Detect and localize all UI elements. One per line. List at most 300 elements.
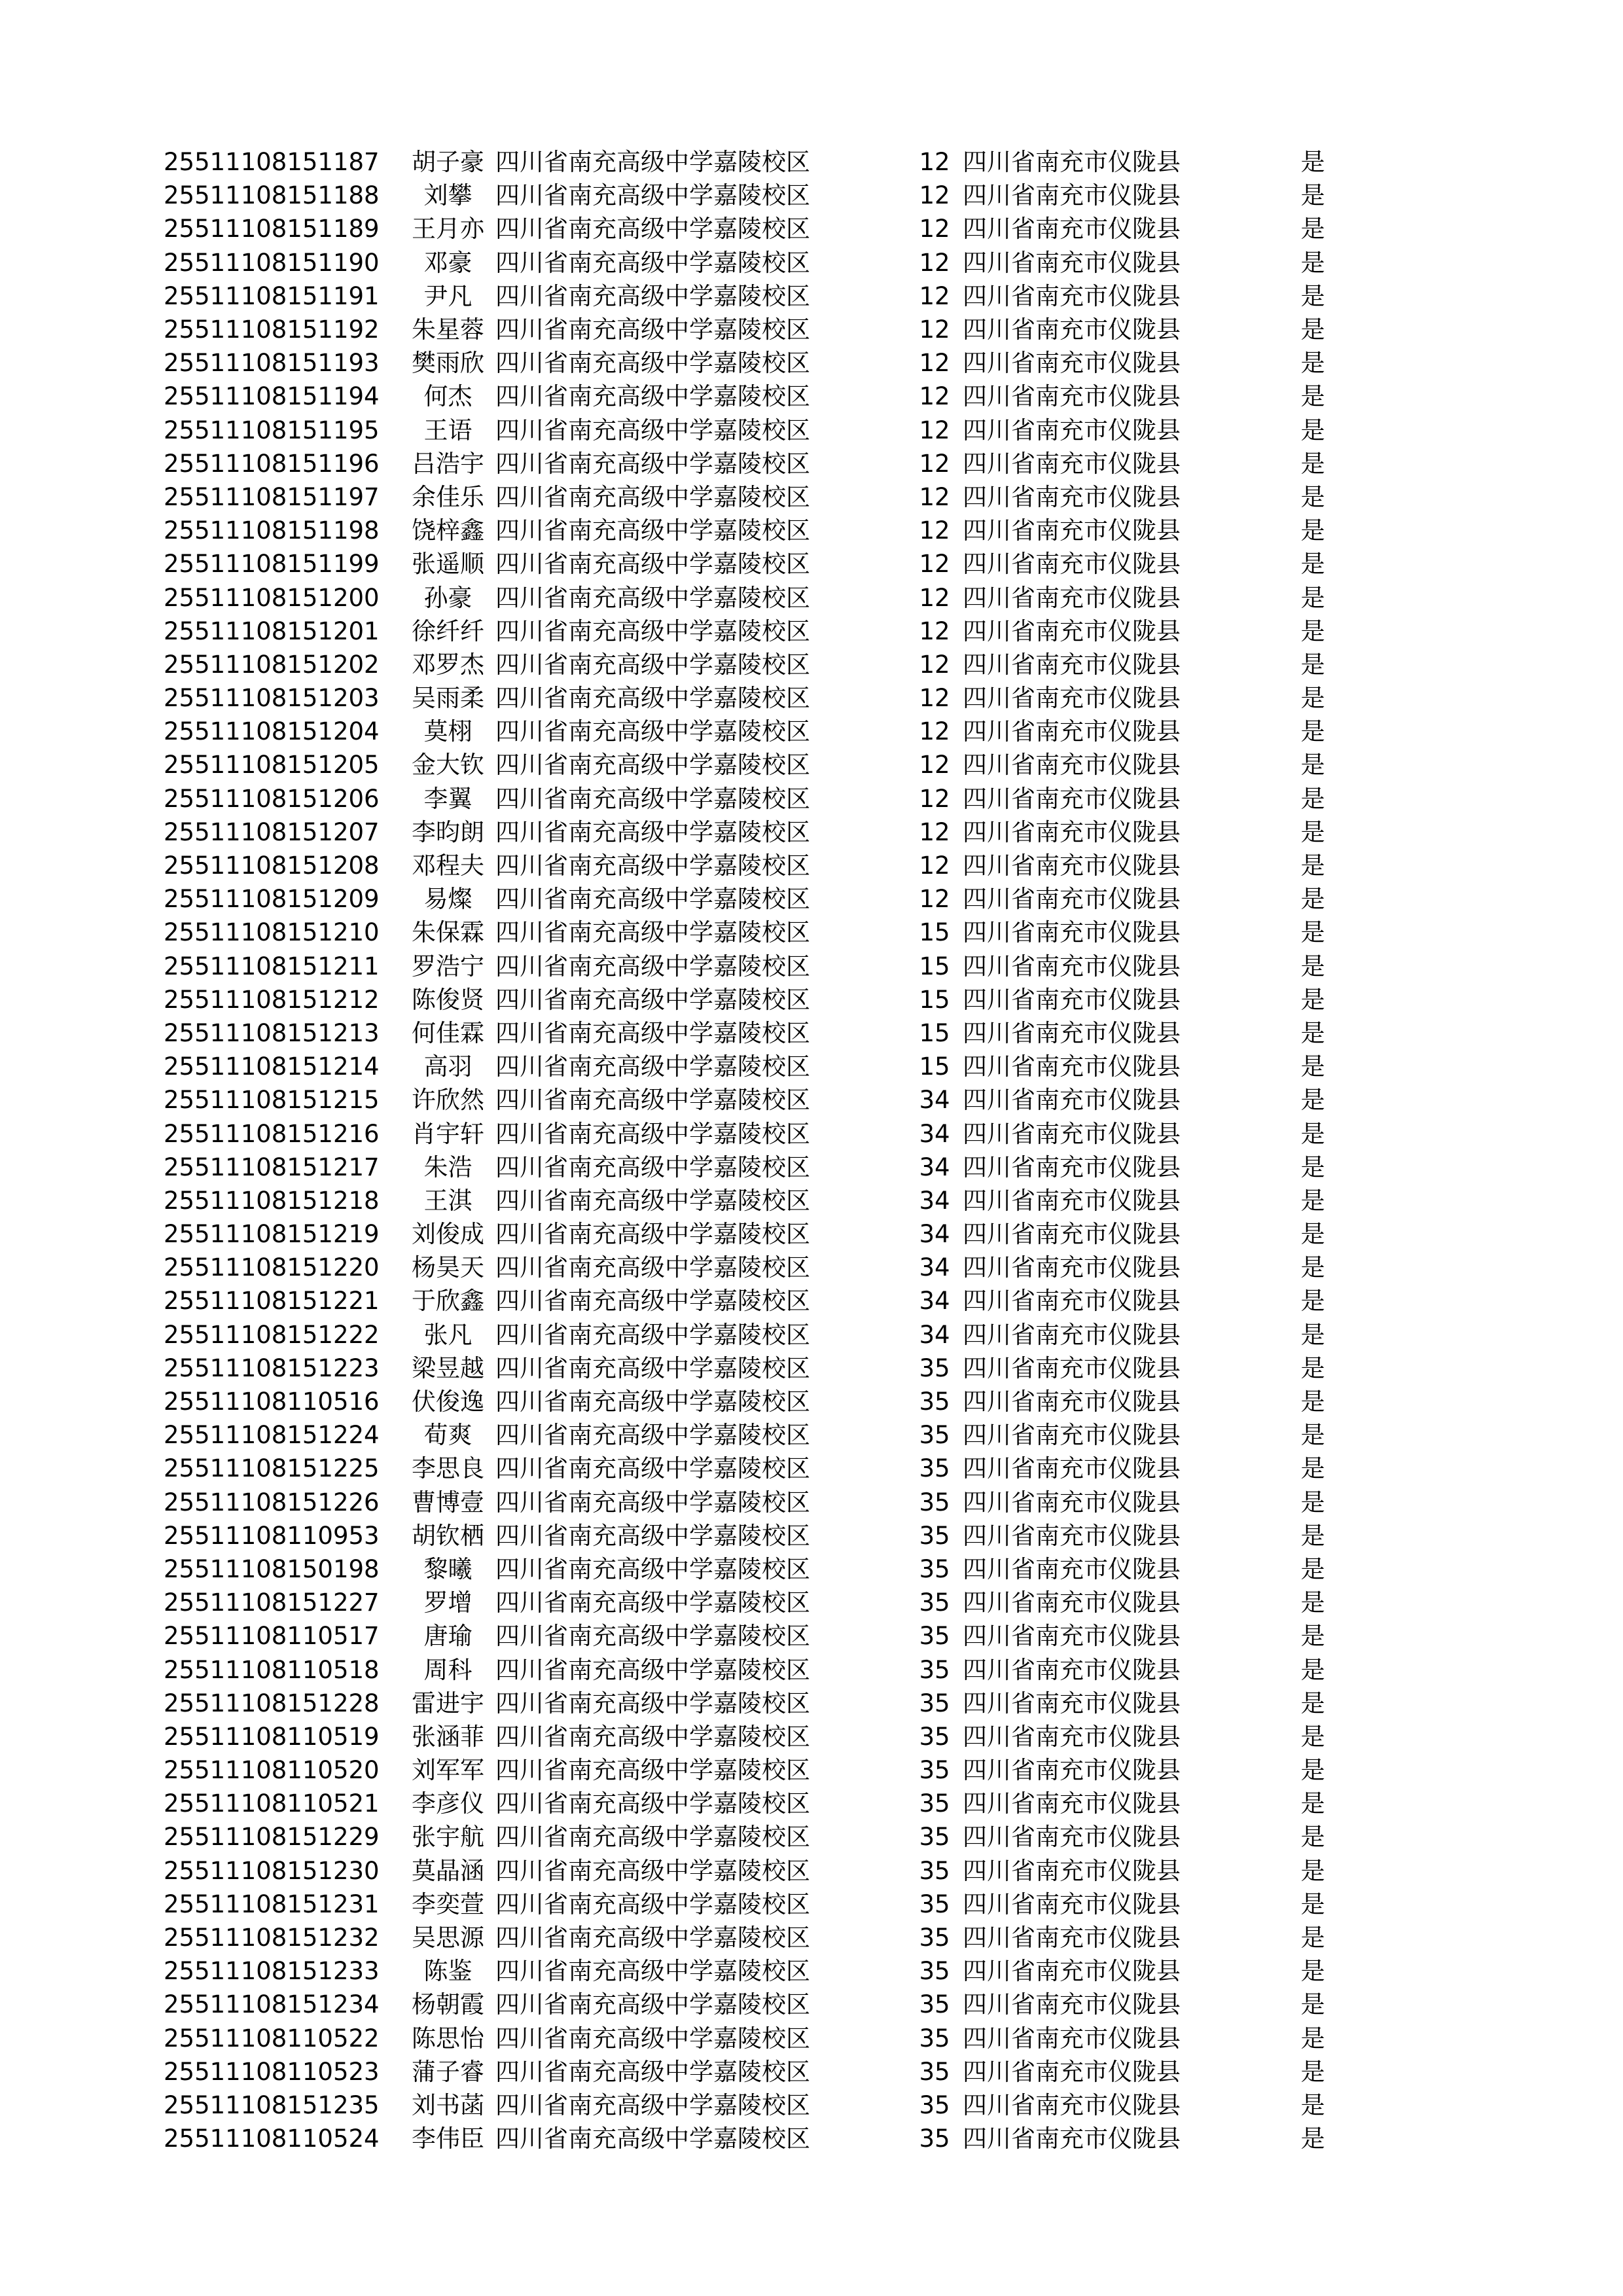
region-cell: 四川省南充市仪陇县 xyxy=(963,2125,1181,2153)
class-cell: 35 xyxy=(919,1924,950,1952)
student-id-cell: 25511108110518 xyxy=(164,1655,380,1684)
roster-table xyxy=(164,145,1332,2155)
school-cell: 四川省南充高级中学嘉陵校区 xyxy=(495,583,810,612)
student-id-cell: 25511108151189 xyxy=(164,215,380,243)
table-row xyxy=(164,1854,1332,1888)
table-row xyxy=(164,1050,1332,1083)
student-id-cell: 25511108110516 xyxy=(164,1388,380,1416)
school-cell: 四川省南充高级中学嘉陵校区 xyxy=(495,751,810,780)
student-id-cell: 25511108110519 xyxy=(164,1722,380,1751)
student-id-cell: 25511108151235 xyxy=(164,2090,380,2119)
flag-cell: 是 xyxy=(1300,617,1325,645)
student-id-cell: 25511108110520 xyxy=(164,1756,380,1785)
student-name-cell: 何佳霖 xyxy=(412,1018,484,1047)
flag-cell: 是 xyxy=(1300,1086,1325,1115)
flag-cell: 是 xyxy=(1300,1488,1325,1516)
student-id-cell: 25511108110521 xyxy=(164,1789,380,1818)
school-cell: 四川省南充高级中学嘉陵校区 xyxy=(495,1823,810,1852)
class-cell: 15 xyxy=(919,1018,950,1047)
student-id-cell: 25511108151220 xyxy=(164,1253,380,1282)
flag-cell: 是 xyxy=(1300,248,1325,277)
flag-cell: 是 xyxy=(1300,215,1325,243)
student-name-cell: 李伟臣 xyxy=(412,2125,484,2153)
school-cell: 四川省南充高级中学嘉陵校区 xyxy=(495,1320,810,1349)
table-row xyxy=(164,1385,1332,1418)
region-cell: 四川省南充市仪陇县 xyxy=(963,215,1181,243)
school-cell: 四川省南充高级中学嘉陵校区 xyxy=(495,885,810,914)
student-name-cell: 陈俊贤 xyxy=(412,985,484,1014)
flag-cell: 是 xyxy=(1300,650,1325,679)
school-cell: 四川省南充高级中学嘉陵校区 xyxy=(495,1388,810,1416)
class-cell: 34 xyxy=(919,1320,950,1349)
table-row xyxy=(164,681,1332,715)
region-cell: 四川省南充市仪陇县 xyxy=(963,449,1181,478)
student-id-cell: 25511108151205 xyxy=(164,751,380,780)
student-id-cell: 25511108151211 xyxy=(164,952,380,980)
flag-cell: 是 xyxy=(1300,1722,1325,1751)
table-row xyxy=(164,145,1332,179)
class-cell: 12 xyxy=(919,684,950,713)
flag-cell: 是 xyxy=(1300,1320,1325,1349)
student-name-cell: 张宇航 xyxy=(412,1823,484,1852)
region-cell: 四川省南充市仪陇县 xyxy=(963,148,1181,177)
region-cell: 四川省南充市仪陇县 xyxy=(963,985,1181,1014)
student-name-cell: 邓程夫 xyxy=(412,852,484,880)
student-name-cell: 莫晶涵 xyxy=(412,1856,484,1885)
flag-cell: 是 xyxy=(1300,349,1325,378)
region-cell: 四川省南充市仪陇县 xyxy=(963,349,1181,378)
region-cell: 四川省南充市仪陇县 xyxy=(963,784,1181,813)
region-cell: 四川省南充市仪陇县 xyxy=(963,684,1181,713)
student-id-cell: 25511108151213 xyxy=(164,1018,380,1047)
student-name-cell: 朱浩 xyxy=(423,1153,473,1181)
region-cell: 四川省南充市仪陇县 xyxy=(963,1388,1181,1416)
region-cell: 四川省南充市仪陇县 xyxy=(963,1153,1181,1181)
region-cell: 四川省南充市仪陇县 xyxy=(963,550,1181,579)
student-id-cell: 25511108151202 xyxy=(164,650,380,679)
table-row xyxy=(164,1184,1332,1217)
class-cell: 12 xyxy=(919,148,950,177)
flag-cell: 是 xyxy=(1300,784,1325,813)
region-cell: 四川省南充市仪陇县 xyxy=(963,1186,1181,1215)
student-name-cell: 罗浩宁 xyxy=(412,952,484,980)
region-cell: 四川省南充市仪陇县 xyxy=(963,817,1181,846)
school-cell: 四川省南充高级中学嘉陵校区 xyxy=(495,1186,810,1215)
student-id-cell: 25511108150198 xyxy=(164,1554,380,1583)
school-cell: 四川省南充高级中学嘉陵校区 xyxy=(495,449,810,478)
region-cell: 四川省南充市仪陇县 xyxy=(963,181,1181,210)
table-row xyxy=(164,1787,1332,1820)
table-row xyxy=(164,1753,1332,1787)
class-cell: 12 xyxy=(919,181,950,210)
student-name-cell: 雷进宇 xyxy=(412,1689,484,1717)
student-id-cell: 25511108151216 xyxy=(164,1119,380,1148)
region-cell: 四川省南充市仪陇县 xyxy=(963,248,1181,277)
student-name-cell: 刘俊成 xyxy=(412,1220,484,1249)
school-cell: 四川省南充高级中学嘉陵校区 xyxy=(495,382,810,411)
school-cell: 四川省南充高级中学嘉陵校区 xyxy=(495,952,810,980)
flag-cell: 是 xyxy=(1300,1153,1325,1181)
region-cell: 四川省南充市仪陇县 xyxy=(963,1756,1181,1785)
flag-cell: 是 xyxy=(1300,1119,1325,1148)
school-cell: 四川省南充高级中学嘉陵校区 xyxy=(495,1119,810,1148)
student-id-cell: 25511108151232 xyxy=(164,1924,380,1952)
class-cell: 12 xyxy=(919,885,950,914)
class-cell: 34 xyxy=(919,1153,950,1181)
school-cell: 四川省南充高级中学嘉陵校区 xyxy=(495,1521,810,1550)
class-cell: 34 xyxy=(919,1186,950,1215)
school-cell: 四川省南充高级中学嘉陵校区 xyxy=(495,1421,810,1450)
table-row xyxy=(164,2089,1332,2122)
flag-cell: 是 xyxy=(1300,1789,1325,1818)
flag-cell: 是 xyxy=(1300,1622,1325,1651)
flag-cell: 是 xyxy=(1300,1924,1325,1952)
table-row xyxy=(164,380,1332,413)
school-cell: 四川省南充高级中学嘉陵校区 xyxy=(495,550,810,579)
class-cell: 15 xyxy=(919,985,950,1014)
school-cell: 四川省南充高级中学嘉陵校区 xyxy=(495,1789,810,1818)
student-id-cell: 25511108151225 xyxy=(164,1454,380,1483)
student-id-cell: 25511108151196 xyxy=(164,449,380,478)
student-id-cell: 25511108151233 xyxy=(164,1957,380,1986)
student-name-cell: 胡子豪 xyxy=(412,148,484,177)
flag-cell: 是 xyxy=(1300,817,1325,846)
table-row xyxy=(164,1720,1332,1753)
school-cell: 四川省南充高级中学嘉陵校区 xyxy=(495,1655,810,1684)
flag-cell: 是 xyxy=(1300,1554,1325,1583)
flag-cell: 是 xyxy=(1300,482,1325,511)
flag-cell: 是 xyxy=(1300,1052,1325,1081)
class-cell: 12 xyxy=(919,817,950,846)
class-cell: 35 xyxy=(919,1588,950,1617)
student-name-cell: 伏俊逸 xyxy=(412,1388,484,1416)
school-cell: 四川省南充高级中学嘉陵校区 xyxy=(495,315,810,344)
class-cell: 15 xyxy=(919,952,950,980)
student-name-cell: 李奕萱 xyxy=(412,1890,484,1918)
student-name-cell: 吴思源 xyxy=(412,1924,484,1952)
region-cell: 四川省南充市仪陇县 xyxy=(963,617,1181,645)
school-cell: 四川省南充高级中学嘉陵校区 xyxy=(495,416,810,444)
flag-cell: 是 xyxy=(1300,1388,1325,1416)
table-row xyxy=(164,279,1332,313)
student-id-cell: 25511108151191 xyxy=(164,281,380,310)
student-id-cell: 25511108151218 xyxy=(164,1186,380,1215)
student-name-cell: 饶梓鑫 xyxy=(412,516,484,545)
school-cell: 四川省南充高级中学嘉陵校区 xyxy=(495,482,810,511)
region-cell: 四川省南充市仪陇县 xyxy=(963,1454,1181,1483)
table-row xyxy=(164,1988,1332,2021)
table-row xyxy=(164,816,1332,849)
student-id-cell: 25511108151204 xyxy=(164,717,380,746)
school-cell: 四川省南充高级中学嘉陵校区 xyxy=(495,684,810,713)
class-cell: 12 xyxy=(919,349,950,378)
student-id-cell: 25511108151197 xyxy=(164,482,380,511)
region-cell: 四川省南充市仪陇县 xyxy=(963,482,1181,511)
student-name-cell: 唐瑜 xyxy=(423,1622,473,1651)
school-cell: 四川省南充高级中学嘉陵校区 xyxy=(495,2125,810,2153)
region-cell: 四川省南充市仪陇县 xyxy=(963,1421,1181,1450)
region-cell: 四川省南充市仪陇县 xyxy=(963,1622,1181,1651)
table-row xyxy=(164,715,1332,748)
region-cell: 四川省南充市仪陇县 xyxy=(963,1320,1181,1349)
region-cell: 四川省南充市仪陇县 xyxy=(963,1554,1181,1583)
flag-cell: 是 xyxy=(1300,315,1325,344)
region-cell: 四川省南充市仪陇县 xyxy=(963,1521,1181,1550)
student-id-cell: 25511108110522 xyxy=(164,2024,380,2053)
class-cell: 12 xyxy=(919,550,950,579)
student-id-cell: 25511108151234 xyxy=(164,1990,380,2019)
flag-cell: 是 xyxy=(1300,1421,1325,1450)
school-cell: 四川省南充高级中学嘉陵校区 xyxy=(495,1957,810,1986)
student-id-cell: 25511108151209 xyxy=(164,885,380,914)
region-cell: 四川省南充市仪陇县 xyxy=(963,1655,1181,1684)
flag-cell: 是 xyxy=(1300,751,1325,780)
flag-cell: 是 xyxy=(1300,1220,1325,1249)
class-cell: 35 xyxy=(919,1554,950,1583)
region-cell: 四川省南充市仪陇县 xyxy=(963,1018,1181,1047)
region-cell: 四川省南充市仪陇县 xyxy=(963,1119,1181,1148)
flag-cell: 是 xyxy=(1300,1287,1325,1316)
table-row xyxy=(164,950,1332,983)
school-cell: 四川省南充高级中学嘉陵校区 xyxy=(495,1488,810,1516)
student-name-cell: 刘攀 xyxy=(423,181,473,210)
student-name-cell: 杨朝霞 xyxy=(412,1990,484,2019)
student-name-cell: 徐纤纤 xyxy=(412,617,484,645)
class-cell: 12 xyxy=(919,416,950,444)
class-cell: 12 xyxy=(919,784,950,813)
school-cell: 四川省南充高级中学嘉陵校区 xyxy=(495,1588,810,1617)
student-id-cell: 25511108151210 xyxy=(164,918,380,947)
table-row xyxy=(164,346,1332,380)
class-cell: 35 xyxy=(919,1421,950,1450)
table-row xyxy=(164,1519,1332,1552)
class-cell: 12 xyxy=(919,382,950,411)
region-cell: 四川省南充市仪陇县 xyxy=(963,1354,1181,1382)
student-name-cell: 李翼 xyxy=(423,784,473,813)
region-cell: 四川省南充市仪陇县 xyxy=(963,1823,1181,1852)
class-cell: 35 xyxy=(919,1689,950,1717)
flag-cell: 是 xyxy=(1300,1990,1325,2019)
flag-cell: 是 xyxy=(1300,1823,1325,1852)
class-cell: 12 xyxy=(919,215,950,243)
student-name-cell: 黎曦 xyxy=(423,1554,473,1583)
flag-cell: 是 xyxy=(1300,1354,1325,1382)
student-name-cell: 尹凡 xyxy=(423,281,473,310)
flag-cell: 是 xyxy=(1300,2024,1325,2053)
region-cell: 四川省南充市仪陇县 xyxy=(963,1924,1181,1952)
table-row xyxy=(164,782,1332,816)
region-cell: 四川省南充市仪陇县 xyxy=(963,281,1181,310)
school-cell: 四川省南充高级中学嘉陵校区 xyxy=(495,1354,810,1382)
region-cell: 四川省南充市仪陇县 xyxy=(963,717,1181,746)
class-cell: 34 xyxy=(919,1253,950,1282)
school-cell: 四川省南充高级中学嘉陵校区 xyxy=(495,1153,810,1181)
region-cell: 四川省南充市仪陇县 xyxy=(963,1488,1181,1516)
student-name-cell: 邓豪 xyxy=(423,248,473,277)
student-id-cell: 25511108151215 xyxy=(164,1086,380,1115)
student-name-cell: 莫栩 xyxy=(423,717,473,746)
student-id-cell: 25511108151198 xyxy=(164,516,380,545)
student-id-cell: 25511108151193 xyxy=(164,349,380,378)
region-cell: 四川省南充市仪陇县 xyxy=(963,315,1181,344)
school-cell: 四川省南充高级中学嘉陵校区 xyxy=(495,2090,810,2119)
table-row xyxy=(164,1016,1332,1050)
student-name-cell: 李昀朗 xyxy=(412,817,484,846)
flag-cell: 是 xyxy=(1300,148,1325,177)
region-cell: 四川省南充市仪陇县 xyxy=(963,885,1181,914)
student-id-cell: 25511108151207 xyxy=(164,817,380,846)
student-id-cell: 25511108151188 xyxy=(164,181,380,210)
region-cell: 四川省南充市仪陇县 xyxy=(963,382,1181,411)
school-cell: 四川省南充高级中学嘉陵校区 xyxy=(495,2057,810,2086)
table-row xyxy=(164,581,1332,614)
student-id-cell: 25511108151229 xyxy=(164,1823,380,1852)
flag-cell: 是 xyxy=(1300,852,1325,880)
student-id-cell: 25511108151226 xyxy=(164,1488,380,1516)
table-row xyxy=(164,1117,1332,1150)
student-id-cell: 25511108151190 xyxy=(164,248,380,277)
region-cell: 四川省南充市仪陇县 xyxy=(963,1588,1181,1617)
table-row xyxy=(164,514,1332,547)
class-cell: 35 xyxy=(919,2024,950,2053)
class-cell: 15 xyxy=(919,1052,950,1081)
table-row xyxy=(164,1318,1332,1352)
student-name-cell: 陈思怡 xyxy=(412,2024,484,2053)
class-cell: 34 xyxy=(919,1086,950,1115)
student-id-cell: 25511108151231 xyxy=(164,1890,380,1918)
school-cell: 四川省南充高级中学嘉陵校区 xyxy=(495,349,810,378)
flag-cell: 是 xyxy=(1300,550,1325,579)
class-cell: 15 xyxy=(919,918,950,947)
school-cell: 四川省南充高级中学嘉陵校区 xyxy=(495,1018,810,1047)
school-cell: 四川省南充高级中学嘉陵校区 xyxy=(495,985,810,1014)
student-id-cell: 25511108151214 xyxy=(164,1052,380,1081)
class-cell: 35 xyxy=(919,1856,950,1885)
flag-cell: 是 xyxy=(1300,449,1325,478)
class-cell: 35 xyxy=(919,1488,950,1516)
student-name-cell: 张涵菲 xyxy=(412,1722,484,1751)
flag-cell: 是 xyxy=(1300,2125,1325,2153)
school-cell: 四川省南充高级中学嘉陵校区 xyxy=(495,215,810,243)
class-cell: 12 xyxy=(919,248,950,277)
school-cell: 四川省南充高级中学嘉陵校区 xyxy=(495,181,810,210)
table-row xyxy=(164,1820,1332,1854)
flag-cell: 是 xyxy=(1300,1890,1325,1918)
table-row xyxy=(164,1251,1332,1284)
class-cell: 35 xyxy=(919,1354,950,1382)
table-row xyxy=(164,1586,1332,1619)
flag-cell: 是 xyxy=(1300,885,1325,914)
school-cell: 四川省南充高级中学嘉陵校区 xyxy=(495,1052,810,1081)
student-name-cell: 罗增 xyxy=(423,1588,473,1617)
flag-cell: 是 xyxy=(1300,1689,1325,1717)
region-cell: 四川省南充市仪陇县 xyxy=(963,918,1181,947)
student-name-cell: 王淇 xyxy=(423,1186,473,1215)
region-cell: 四川省南充市仪陇县 xyxy=(963,1890,1181,1918)
class-cell: 35 xyxy=(919,1622,950,1651)
region-cell: 四川省南充市仪陇县 xyxy=(963,1722,1181,1751)
school-cell: 四川省南充高级中学嘉陵校区 xyxy=(495,817,810,846)
school-cell: 四川省南充高级中学嘉陵校区 xyxy=(495,1990,810,2019)
school-cell: 四川省南充高级中学嘉陵校区 xyxy=(495,1689,810,1717)
table-row xyxy=(164,983,1332,1016)
table-row xyxy=(164,1217,1332,1251)
table-row xyxy=(164,1687,1332,1720)
flag-cell: 是 xyxy=(1300,1521,1325,1550)
school-cell: 四川省南充高级中学嘉陵校区 xyxy=(495,516,810,545)
school-cell: 四川省南充高级中学嘉陵校区 xyxy=(495,1554,810,1583)
student-id-cell: 25511108151227 xyxy=(164,1588,380,1617)
class-cell: 34 xyxy=(919,1119,950,1148)
region-cell: 四川省南充市仪陇县 xyxy=(963,583,1181,612)
table-row xyxy=(164,882,1332,916)
table-row xyxy=(164,480,1332,514)
table-row xyxy=(164,2122,1332,2155)
school-cell: 四川省南充高级中学嘉陵校区 xyxy=(495,717,810,746)
student-name-cell: 曹博壹 xyxy=(412,1488,484,1516)
region-cell: 四川省南充市仪陇县 xyxy=(963,2024,1181,2053)
flag-cell: 是 xyxy=(1300,2090,1325,2119)
student-id-cell: 25511108151201 xyxy=(164,617,380,645)
region-cell: 四川省南充市仪陇县 xyxy=(963,1990,1181,2019)
region-cell: 四川省南充市仪陇县 xyxy=(963,852,1181,880)
student-id-cell: 25511108151222 xyxy=(164,1320,380,1349)
student-id-cell: 25511108151212 xyxy=(164,985,380,1014)
school-cell: 四川省南充高级中学嘉陵校区 xyxy=(495,617,810,645)
student-name-cell: 邓罗杰 xyxy=(412,650,484,679)
school-cell: 四川省南充高级中学嘉陵校区 xyxy=(495,1454,810,1483)
school-cell: 四川省南充高级中学嘉陵校区 xyxy=(495,1622,810,1651)
student-name-cell: 李彦仪 xyxy=(412,1789,484,1818)
student-name-cell: 荀爽 xyxy=(423,1421,473,1450)
school-cell: 四川省南充高级中学嘉陵校区 xyxy=(495,2024,810,2053)
student-id-cell: 25511108151217 xyxy=(164,1153,380,1181)
class-cell: 35 xyxy=(919,1823,950,1852)
student-name-cell: 朱保霖 xyxy=(412,918,484,947)
table-row xyxy=(164,1619,1332,1653)
flag-cell: 是 xyxy=(1300,1957,1325,1986)
student-name-cell: 胡钦栖 xyxy=(412,1521,484,1550)
roster-table-body xyxy=(164,145,1332,2155)
student-id-cell: 25511108110524 xyxy=(164,2125,380,2153)
class-cell: 35 xyxy=(919,1388,950,1416)
student-name-cell: 吕浩宇 xyxy=(412,449,484,478)
student-id-cell: 25511108151203 xyxy=(164,684,380,713)
school-cell: 四川省南充高级中学嘉陵校区 xyxy=(495,1756,810,1785)
student-name-cell: 蒲子睿 xyxy=(412,2057,484,2086)
flag-cell: 是 xyxy=(1300,281,1325,310)
student-name-cell: 孙豪 xyxy=(423,583,473,612)
student-name-cell: 陈鉴 xyxy=(423,1957,473,1986)
flag-cell: 是 xyxy=(1300,1253,1325,1282)
class-cell: 12 xyxy=(919,650,950,679)
table-row xyxy=(164,1284,1332,1318)
region-cell: 四川省南充市仪陇县 xyxy=(963,516,1181,545)
student-name-cell: 梁昱越 xyxy=(412,1354,484,1382)
region-cell: 四川省南充市仪陇县 xyxy=(963,1220,1181,1249)
table-row xyxy=(164,1418,1332,1452)
flag-cell: 是 xyxy=(1300,1454,1325,1483)
student-id-cell: 25511108151194 xyxy=(164,382,380,411)
class-cell: 35 xyxy=(919,1454,950,1483)
region-cell: 四川省南充市仪陇县 xyxy=(963,751,1181,780)
region-cell: 四川省南充市仪陇县 xyxy=(963,650,1181,679)
flag-cell: 是 xyxy=(1300,985,1325,1014)
school-cell: 四川省南充高级中学嘉陵校区 xyxy=(495,1253,810,1282)
class-cell: 12 xyxy=(919,751,950,780)
student-id-cell: 25511108151206 xyxy=(164,784,380,813)
flag-cell: 是 xyxy=(1300,516,1325,545)
